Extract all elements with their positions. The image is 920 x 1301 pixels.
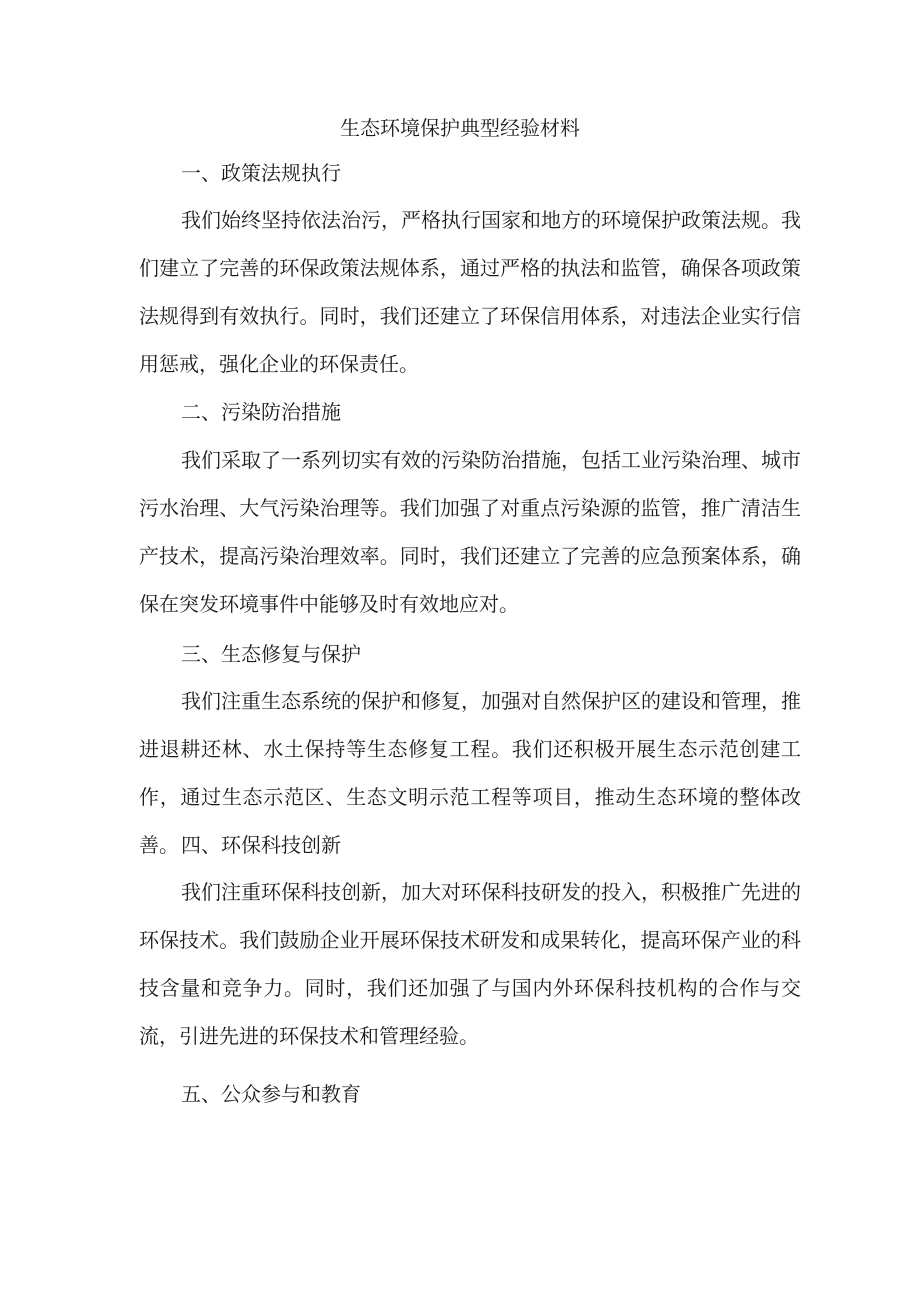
section-body-policy: 我们始终坚持依法治污，严格执行国家和地方的环境保护政策法规。我们建立了完善的环保政策法规体系，通过严格的执法和监管，确保各项政策法规得到有效执行。同时，我们还建立了环保信用体系，对违法企业实行信用惩戒，强化企业的环保责任。 <box>139 208 801 376</box>
section-heading-pollution: 二、污染防治措施 <box>181 400 341 424</box>
section-body-ecology: 我们注重生态系统的保护和修复，加强对自然保护区的建设和管理，推进退耕还林、水土保持等生态修复工程。我们还积极开展生态示范创建工作，通过生态示范区、生态文明示范工程等项目，推动生态环境的整体改善。 <box>139 689 801 857</box>
document-title: 生态环境保护典型经验材料 <box>340 116 580 140</box>
section-heading-policy: 一、政策法规执行 <box>181 161 341 185</box>
section-body-pollution: 我们采取了一系列切实有效的污染防治措施，包括工业污染治理、城市污水治理、大气污染治理等。我们加强了对重点污染源的监管，推广清洁生产技术，提高污染治理效率。同时，我们还建立了完善的应急预案体系，确保在突发环境事件中能够及时有效地应对。 <box>139 448 801 616</box>
section-heading-ecology: 三、生态修复与保护 <box>181 642 361 666</box>
section-body-technology: 我们注重环保科技创新，加大对环保科技研发的投入，积极推广先进的环保技术。我们鼓励企业开展环保技术研发和成果转化，提高环保产业的科技含量和竞争力。同时，我们还加强了与国内外环保科技机构的合作与交流，引进先进的环保技术和管理经验。 <box>139 880 801 1048</box>
section-heading-public: 五、公众参与和教育 <box>181 1082 361 1106</box>
section-heading-technology: 四、环保科技创新 <box>181 833 341 857</box>
